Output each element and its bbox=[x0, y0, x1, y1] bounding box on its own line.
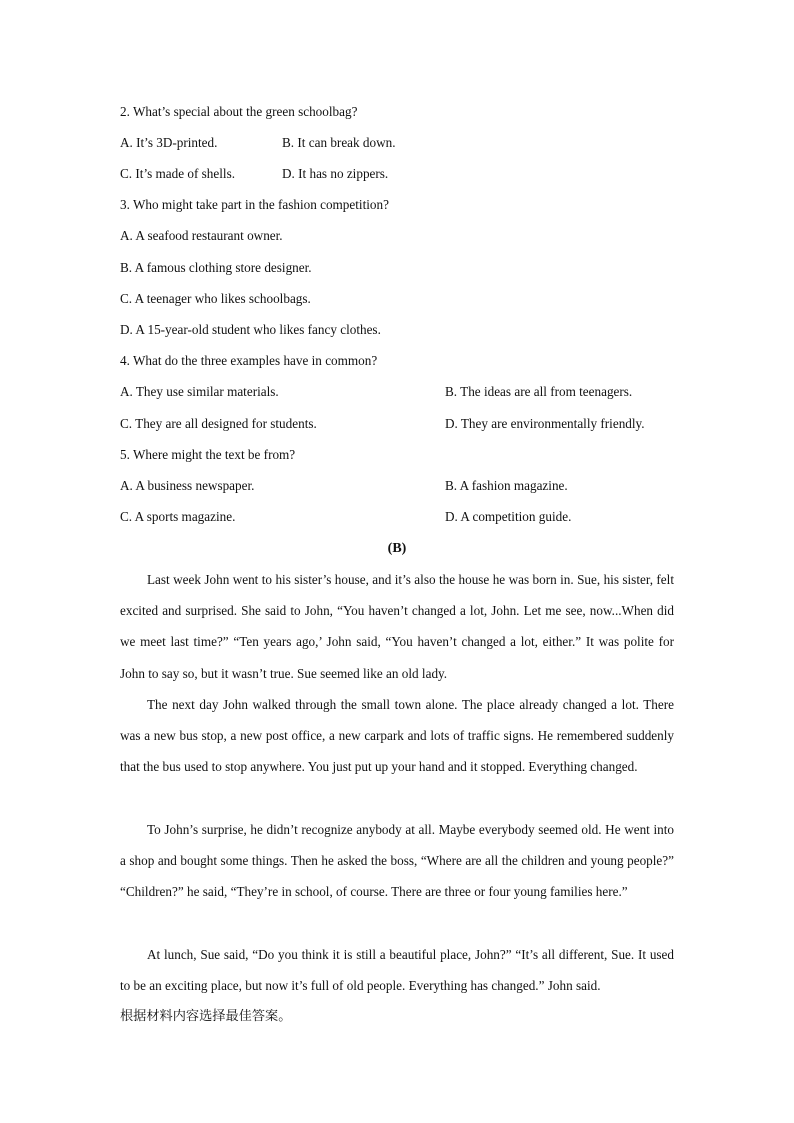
question-3-option-c: C. A teenager who likes schoolbags. bbox=[120, 291, 311, 306]
question-2-option-b: B. It can break down. bbox=[282, 135, 396, 150]
question-2-option-d: D. It has no zippers. bbox=[282, 166, 389, 181]
question-5-option-d: D. A competition guide. bbox=[445, 509, 572, 524]
passage-paragraph-1: Last week John went to his sister’s house, and it’s also the house he was born in. Sue, his sister, felt excited and surprised. She said to John, “You haven’t changed a lot, John. Let me see, now...When did we meet last time?” “Ten years ago,’ John said, “You haven’t changed a lot, either.” It was polite for John to say so, but it wasn’t true. Sue seemed like an old lady. bbox=[120, 572, 674, 681]
question-4-option-c: C. They are all designed for students. bbox=[120, 416, 317, 431]
instruction-text: 根据材料内容选择最佳答案。 bbox=[120, 1009, 292, 1024]
question-2-stem: 2. What’s special about the green schoolbag? bbox=[120, 104, 358, 119]
question-4-option-a: A. They use similar materials. bbox=[120, 384, 279, 399]
passage-paragraph-3: To John’s surprise, he didn’t recognize anybody at all. Maybe everybody seemed old. He went into a shop and bought some things. Then he asked the boss, “Where are all the children and young people?” “Children?” he said, “They’re in school, of course. There are three or four young families here.” bbox=[120, 822, 674, 900]
question-4-option-d: D. They are environmentally friendly. bbox=[445, 416, 645, 431]
question-2-option-c: C. It’s made of shells. bbox=[120, 166, 236, 181]
section-heading: (B) bbox=[387, 541, 407, 556]
question-3-option-a: A. A seafood restaurant owner. bbox=[120, 228, 283, 243]
question-5-stem: 5. Where might the text be from? bbox=[120, 447, 296, 462]
question-5-option-c: C. A sports magazine. bbox=[120, 509, 236, 524]
question-5-option-a: A. A business newspaper. bbox=[120, 478, 255, 493]
passage-paragraph-4: At lunch, Sue said, “Do you think it is still a beautiful place, John?” “It’s all different, Sue. It used to be an exciting place, but now it’s full of old people. Everything has changed.” John said. bbox=[120, 947, 674, 994]
question-3-stem: 3. Who might take part in the fashion competition? bbox=[120, 197, 389, 212]
question-4-stem: 4. What do the three examples have in common? bbox=[120, 353, 378, 368]
passage-paragraph-2: The next day John walked through the small town alone. The place already changed a lot. There was a new bus stop, a new post office, a new carpark and lots of traffic signs. He remembered suddenly that the bus used to stop anywhere. You just put up your hand and it stopped. Everything changed. bbox=[120, 697, 674, 775]
question-3-option-b: B. A famous clothing store designer. bbox=[120, 260, 312, 275]
question-2-option-a: A. It’s 3D-printed. bbox=[120, 135, 218, 150]
question-4-option-b: B. The ideas are all from teenagers. bbox=[445, 384, 633, 399]
question-3-option-d: D. A 15-year-old student who likes fancy clothes. bbox=[120, 322, 381, 337]
question-5-option-b: B. A fashion magazine. bbox=[445, 478, 568, 493]
